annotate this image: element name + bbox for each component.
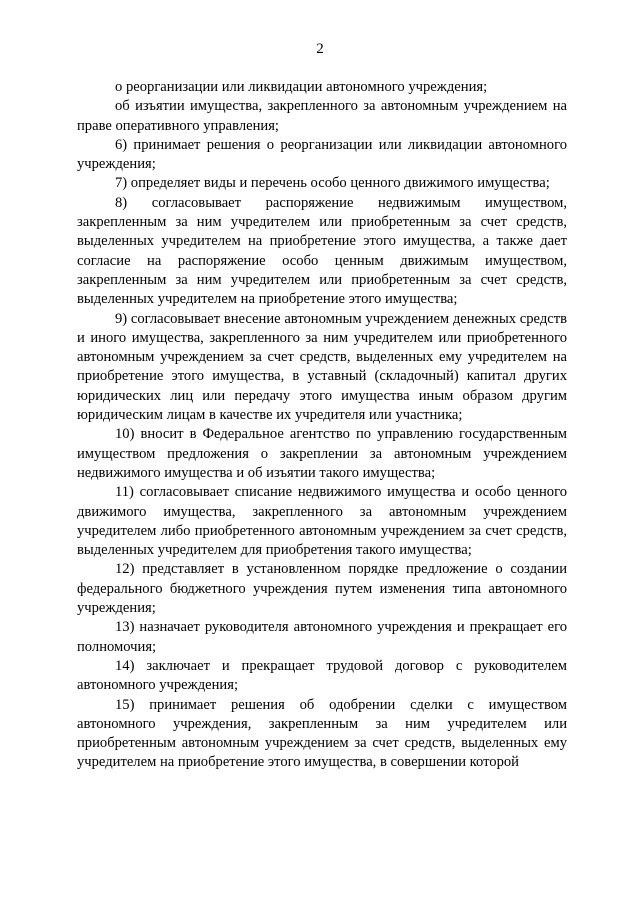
paragraph: об изъятии имущества, закрепленного за автономным учреждением на праве оперативного управления; — [77, 98, 567, 134]
paragraph: 15) принимает решения об одобрении сделки с имуществом автономного учреждения, закрепленным за ним учредителем или приобретенным автономным учреждением за счет средств, выделенных ему учредителем на приобретение этого имущества, в совершении которой — [77, 696, 567, 771]
paragraph: 13) назначает руководителя автономного учреждения и прекращает его полномочия; — [77, 619, 567, 655]
paragraph: о реорганизации или ликвидации автономного учреждения; — [115, 79, 488, 95]
paragraph: 12) представляет в установленном порядке предложение о создании федерального бюджетного учреждения путем изменения типа автономного учреждения; — [77, 561, 567, 617]
document-body — [77, 78, 567, 773]
paragraph: 14) заключает и прекращает трудовой договор с руководителем автономного учреждения; — [77, 657, 567, 694]
page-number: 2 — [316, 41, 324, 57]
paragraph: 7) определяет виды и перечень особо ценного движимого имущества; — [115, 175, 550, 192]
paragraph: 6) принимает решения о реорганизации или ликвидации автономного учреждения; — [77, 136, 567, 173]
paragraph: 9) согласовывает внесение автономным учреждением денежных средств и иного имущества, закрепленного за ним учредителем или приобретенного автономным учреждением за счет средств, выделенных ему учредителем на приобретение этого имущества, в уставный (складочный) капитал других юридических лиц или передачу этого имущества иным образом другим юридическим лицам в качестве их учредителя или участника; — [77, 310, 567, 424]
paragraph: 11) согласовывает списание недвижимого имущества и особо ценного движимого имущества, закрепленного за автономным учреждением учредителем либо приобретенного автономным учреждением за счет средств, выделенных учредителем для приобретения такого имущества; — [77, 484, 567, 559]
paragraph: 8) согласовывает распоряжение недвижимым имуществом, закрепленным за ним учредителем или приобретенным за счет средств, выделенных учредителем на приобретение этого имущества, а также дает согласие на распоряжение особо ценным движимым имуществом, закрепленным за ним учредителем или приобретенным за счет средств, выделенных учредителем на приобретение этого имущества; — [77, 194, 567, 308]
paragraph: 10) вносит в Федеральное агентство по управлению государственным имуществом предложения о закреплении за автономным учреждением недвижимого имущества и об изъятии такого имущества; — [77, 426, 567, 481]
